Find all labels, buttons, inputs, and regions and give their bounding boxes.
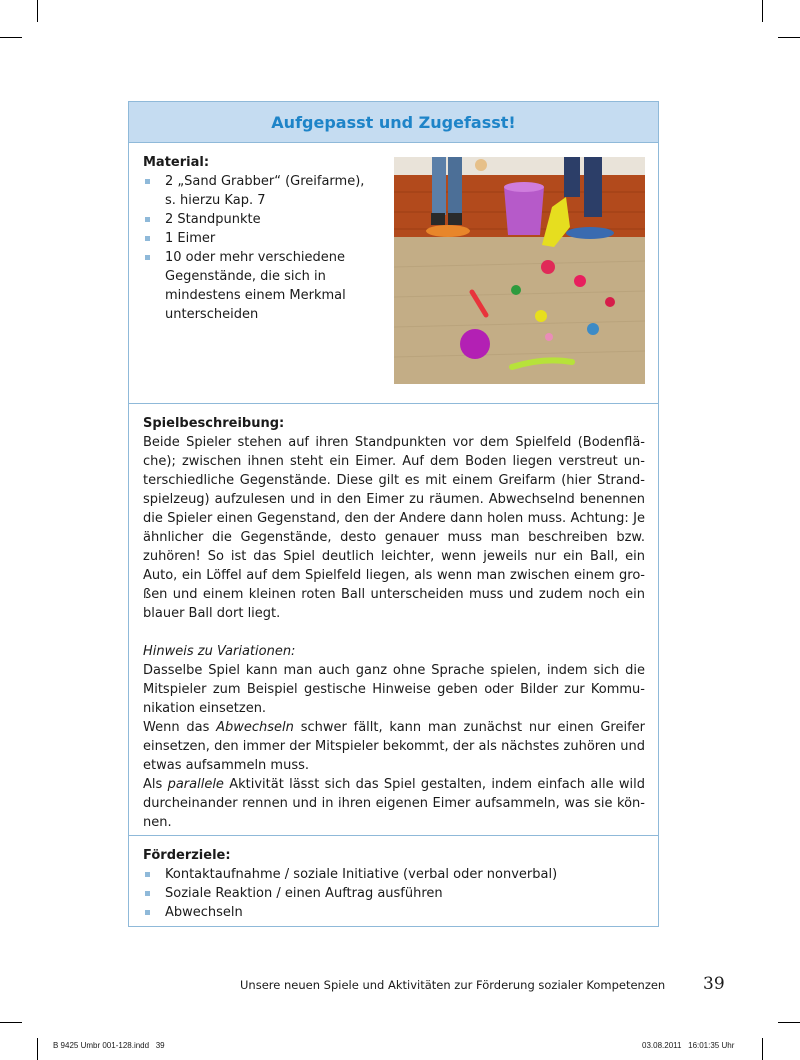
description-label: Spielbeschreibung: <box>143 416 285 431</box>
list-item: Abwechseln <box>143 903 645 922</box>
activity-card <box>128 101 659 927</box>
description-section <box>129 404 658 836</box>
variation-paragraph: Als parallele Aktivität lässt sich das Spiel gestalten, indem einfach alle wild durcheinander rennen und in ihren eigenen Eimer aufsammeln, was sie können. <box>143 777 645 830</box>
crop-mark <box>762 1038 763 1060</box>
list-item: 10 oder mehr verschiedene Gegenstände, die sich in mindestens einem Merkmal unterscheiden <box>143 248 373 324</box>
material-list <box>143 172 373 324</box>
list-item: 1 Eimer <box>143 229 373 248</box>
description-body <box>143 414 645 832</box>
variation-paragraph: Wenn das Abwechseln schwer fällt, kann man zunächst nur einen Greifer einsetzen, den immer der Mitspieler bekommt, der als nächstes zuhören und etwas aufsammeln muss. <box>143 720 645 773</box>
variation-paragraph: Dasselbe Spiel kann man auch ganz ohne Sprache spielen, indem sich die Mitspieler zum Beispiel gestische Hinweise geben oder Bilder zur Kommunikation einsetzen. <box>143 663 645 716</box>
list-item: Soziale Reaktion / einen Auftrag ausführen <box>143 884 645 903</box>
crop-mark <box>762 0 763 22</box>
crop-mark <box>37 1038 38 1060</box>
footer-text: Unsere neuen Spiele und Aktivitäten zur Förderung sozialer Kompetenzen <box>240 978 666 992</box>
list-item: Kontaktaufnahme / soziale Initiative (verbal oder nonverbal) <box>143 865 645 884</box>
description-paragraph: Beide Spieler stehen auf ihren Standpunkten vor dem Spielfeld (Bodenfläche); zwischen ihnen steht ein Eimer. Auf dem Boden liegen verstreut unterschiedliche Gegenstände. Diese gilt es mit einem Greifarm (hier Strandspielzeug) aufzulesen und in den Eimer zu räumen. Abwechselnd benennen die Spieler einen Gegenstand, den der Andere dann holen muss. Achtung: Je ähnlicher die Gegenstände, desto genauer muss man beschreiben bzw. zuhören! So ist das Spiel deutlich leichter, wenn jeweils nur ein Ball, ein Auto, ein Löffel auf dem Spielfeld liegen, als wenn man zwischen einem großen und einem kleinen roten Ball unterscheiden muss und zudem noch ein blauer Ball dort liegt. <box>143 435 645 621</box>
game-photo-illustration <box>394 157 645 384</box>
crop-mark <box>0 1022 22 1023</box>
goals-label: Förderziele: <box>143 848 231 863</box>
print-slug-left: B 9425 Umbr 001-128.indd 39 <box>53 1041 165 1050</box>
list-item: 2 „Sand Grabber“ (Greifarme), s. hierzu Kap. 7 <box>143 172 373 210</box>
variations-label: Hinweis zu Variationen: <box>143 644 296 659</box>
material-list-block <box>143 153 373 324</box>
page-number: 39 <box>703 974 725 994</box>
crop-mark <box>778 37 800 38</box>
goals-block <box>143 846 645 922</box>
crop-mark <box>37 0 38 22</box>
goals-list <box>143 865 645 922</box>
card-header <box>129 102 658 143</box>
goals-section <box>129 836 658 927</box>
material-section <box>129 143 658 404</box>
card-title: Aufgepasst und Zugefasst! <box>271 112 516 132</box>
crop-mark <box>778 1022 800 1023</box>
game-photo <box>394 157 645 384</box>
list-item: 2 Standpunkte <box>143 210 373 229</box>
print-slug-right: 03.08.2011 16:01:35 Uhr <box>642 1041 735 1050</box>
material-label: Material: <box>143 155 210 170</box>
crop-mark <box>0 37 22 38</box>
